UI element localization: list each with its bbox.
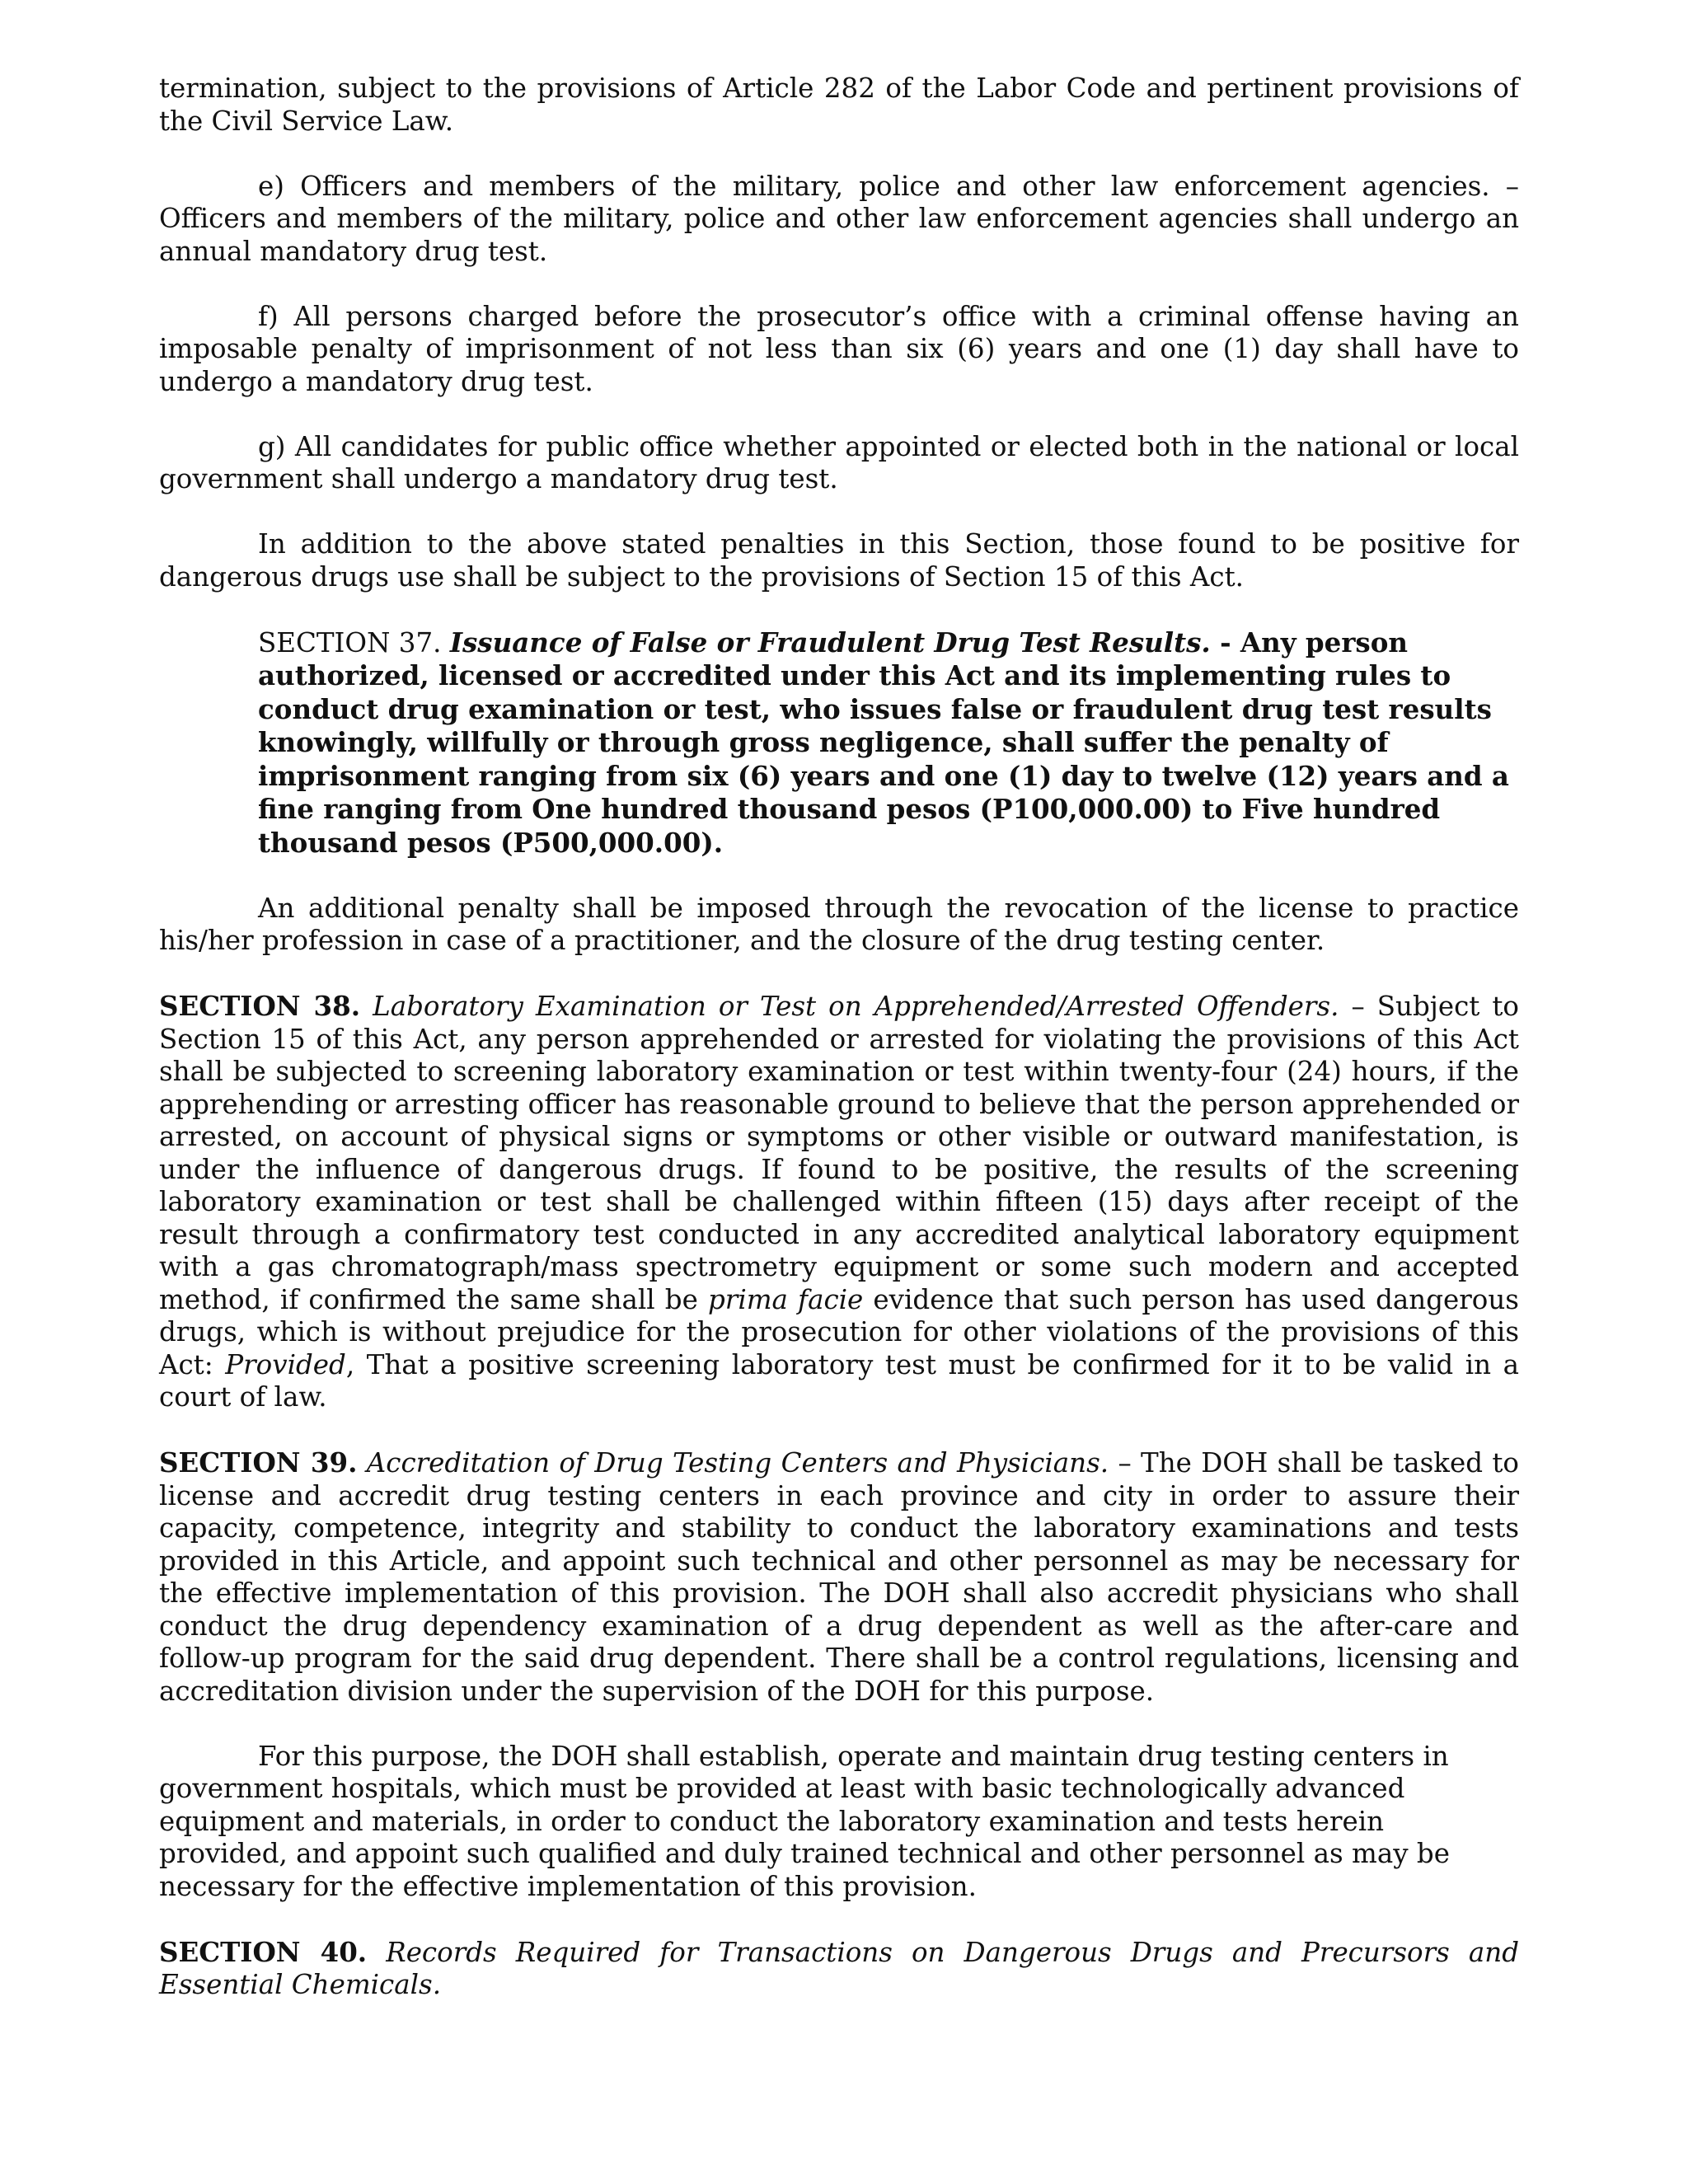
section-39-purpose: For this purpose, the DOH shall establish, operate and maintain drug testing centers in government hospitals, which must be provided at least with basic technologically advanced equipment and materials, in order to conduct the laboratory examination and tests herein provided, and appoint such qualified and duly trained technical and other personnel as may be necessary for the effective implementation of this provision. — [159, 1740, 1450, 1902]
section-38-body-part-3: , That a positive screening laboratory test must be confirmed for it to be valid in a court of law. — [159, 1348, 1519, 1413]
section-38-provided: Provided — [225, 1348, 346, 1380]
section-39-body: – The DOH shall be tasked to license and accredit drug testing centers in each province and city in order to assure their capacity, competence, integrity and stability to conduct the laboratory examinations and tests provided in this Article, and appoint such technical and other personnel as may be necessary for the effective implementation of this provision. The DOH shall also accredit physicians who shall conduct the drug dependency examination of a drug dependent as well as the after-care and follow-up program for the said drug dependent. There shall be a control regulations, licensing and accreditation division under the supervision of the DOH for this purpose. — [159, 1447, 1519, 1707]
section-37 — [258, 626, 1519, 860]
paragraph-item-e: e) Officers and members of the military, police and other law enforcement agencies. – Officers and members of the military, police and other law enforcement agencies shall undergo an annual mandatory drug test. — [159, 170, 1519, 267]
section-39-title: Accreditation of Drug Testing Centers and Physicians. — [366, 1447, 1109, 1479]
paragraph-termination: termination, subject to the provisions of Article 282 of the Labor Code and pertinent provisions of the Civil Service Law. — [159, 73, 1519, 137]
section-38 — [159, 990, 1519, 1414]
section-38-prima-facie: prima facie — [707, 1283, 864, 1315]
section-40-label: SECTION 40. — [159, 1935, 368, 1968]
paragraph-additional-penalties: In addition to the above stated penalties in this Section, those found to be positive for dangerous drugs use shall be subject to the provisions of Section 15 of this Act. — [159, 528, 1519, 593]
section-38-label: SECTION 38. — [159, 990, 361, 1022]
section-38-title: Laboratory Examination or Test on Apprehended/Arrested Offenders. — [373, 991, 1339, 1022]
section-39-label: SECTION 39. — [159, 1446, 358, 1479]
document-page — [159, 73, 1519, 2034]
paragraph-item-f: f) All persons charged before the prosecutor’s office with a criminal offense having an imposable penalty of imprisonment of not less than six (6) years and one (1) day shall have to undergo a mandatory drug test. — [159, 300, 1519, 397]
section-40-title: Records Required for Transactions on Dangerous Drugs and Precursors and Essential Chemicals. — [159, 1936, 1519, 2000]
section-40 — [159, 1936, 1519, 2002]
section-39 — [159, 1446, 1519, 1708]
section-37-title: Issuance of False or Fraudulent Drug Test Results. — [449, 626, 1211, 658]
section-37-body: - Any person authorized, licensed or accredited under this Act and its implementing rules to conduct drug examination or test, who issues false or fraudulent drug test results knowingly, willfully or through gross negligence, shall suffer the penalty of imprisonment ranging from six (6) years and one (1) day to twelve (12) years and a fine ranging from One hundred thousand pesos (P100,000.00) to Five hundred thousand pesos (P500,000.00). — [258, 626, 1509, 859]
section-38-body-part-2: evidence that such person has used dangerous drugs, which is without prejudice for the prosecution for other violations of the provisions of this Act: — [159, 1283, 1519, 1380]
section-37-label: SECTION 37. — [258, 626, 450, 658]
paragraph-item-g: g) All candidates for public office whether appointed or elected both in the national or local government shall undergo a mandatory drug test. — [159, 430, 1519, 494]
section-38-body-part-1: – Subject to Section 15 of this Act, any person apprehended or arrested for violating the provisions of this Act shall be subjected to screening laboratory examination or test within twenty-four (24) hours, if the apprehending or arresting officer has reasonable ground to believe that the person apprehended or arrested, on account of physical signs or symptoms or other visible or outward manifestation, is under the influence of dangerous drugs. If found to be positive, the results of the screening laboratory examination or test shall be challenged within fifteen (15) days after receipt of the result through a confirmatory test conducted in any accredited analytical laboratory equipment with a gas chromatograph/mass spectrometry equipment or some such modern and accepted method, if confirmed the same shall be — [159, 991, 1519, 1315]
section-37-additional-penalty: An additional penalty shall be imposed through the revocation of the license to practice his/her profession in case of a practitioner, and the closure of the drug testing center. — [159, 892, 1519, 956]
